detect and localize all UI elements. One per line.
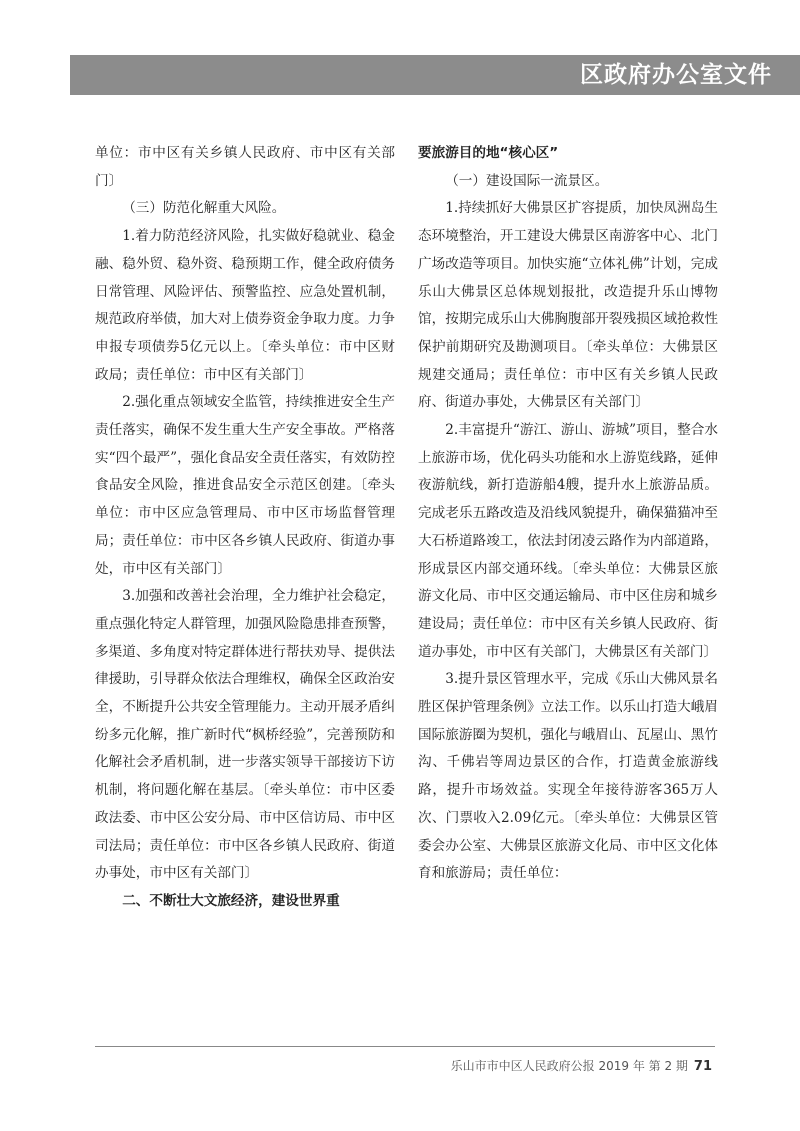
section-heading: 要旅游目的地“核心区” [418,145,559,161]
publication-title: 乐山市市中区人民政府公报 2019 年 第 2 期 [450,1059,688,1073]
paragraph: 3.加强和改善社会治理，全力维护社会稳定，重点强化特定人群管理，加强风险隐患排查预警，多渠道、多角度对特定群体进行帮扶劝导、提供法律援助，引导群众依法合理维权，确保全区政治安全，不断提升公共安全管理能力。主动开展矛盾纠纷多元化解，推广新时代“枫桥经验”，完善预防和化解社会矛盾机制，进一步落实领导干部接访下访机制，将问题化解在基层。〔牵头单位：市中区委政法委、市中区公安分局、市中区信访局、市中区司法局；责任单位：市中区各乡镇人民政府、街道办事处，市中区有关部门〕 [95,588,395,882]
section-heading: 二、不断壮大文旅经济，建设世界重 [122,892,340,909]
paragraph: 2.强化重点领域安全监管，持续推进安全生产责任落实，确保不发生重大生产安全事故。严格落实“四个最严”，强化食品安全责任落实，有效防控食品安全风险，推进食品安全示范区创建。〔牵头单位：市中区应急管理局、市中区市场监督管理局；责任单位：市中区各乡镇人民政府、街道办事处，市中区有关部门〕 [95,394,395,577]
paragraph: 1.着力防范经济风险，扎实做好稳就业、稳金融、稳外贸、稳外资、稳预期工作，健全政府债务日常管理、风险评估、预警监控、应急处置机制，规范政府举债，加大对上债券资金争取力度。力争申报专项债券5亿元以上。〔牵头单位：市中区财政局；责任单位：市中区有关部门〕 [95,228,395,383]
footer [451,1057,712,1074]
right-column [418,140,718,888]
page-number: 71 [693,1059,712,1074]
footer-divider [95,1046,715,1047]
left-column [95,140,395,916]
paragraph: 3.提升景区管理水平，完成《乐山大佛风景名胜区保护管理条例》立法工作。以乐山打造大峨眉国际旅游圈为契机，强化与峨眉山、瓦屋山、黑竹沟、千佛岩等周边景区的合作，打造黄金旅游线路，提升市场效益。实现全年接待游客365万人次、门票收入2.09亿元。〔牵头单位：大佛景区管委会办公室、大佛景区旅游文化局、市中区文化体育和旅游局；责任单位： [418,671,718,882]
paragraph: （一）建设国际一流景区。 [445,172,609,189]
header-bar [70,55,800,95]
paragraph: 单位：市中区有关乡镇人民政府、市中区有关部门〕 [95,145,395,189]
paragraph: （三）防范化解重大风险。 [122,200,286,217]
paragraph: 2.丰富提升“游江、游山、游城”项目，整合水上旅游市场，优化码头功能和水上游览线路，延伸夜游航线，新打造游船4艘，提升水上旅游品质。完成老乐五路改造及沿线风貌提升，确保猫猫冲至大石桥道路竣工，依法封闭凌云路作为内部道路，形成景区内部交通环线。〔牵头单位：大佛景区旅游文化局、市中区交通运输局、市中区住房和城乡建设局；责任单位：市中区有关乡镇人民政府、街道办事处，市中区有关部门，大佛景区有关部门〕 [418,422,718,660]
header-title: 区政府办公室文件 [580,62,772,88]
paragraph: 1.持续抓好大佛景区扩容提质，加快凤洲岛生态环境整治，开工建设大佛景区南游客中心、北门广场改造等项目。加快实施“立体礼佛”计划，完成乐山大佛景区总体规划报批，改造提升乐山博物馆，按期完成乐山大佛胸腹部开裂残损区域抢救性保护前期研究及勘测项目。〔牵头单位：大佛景区规建交通局；责任单位：市中区有关乡镇人民政府、街道办事处，大佛景区有关部门〕 [418,200,718,411]
